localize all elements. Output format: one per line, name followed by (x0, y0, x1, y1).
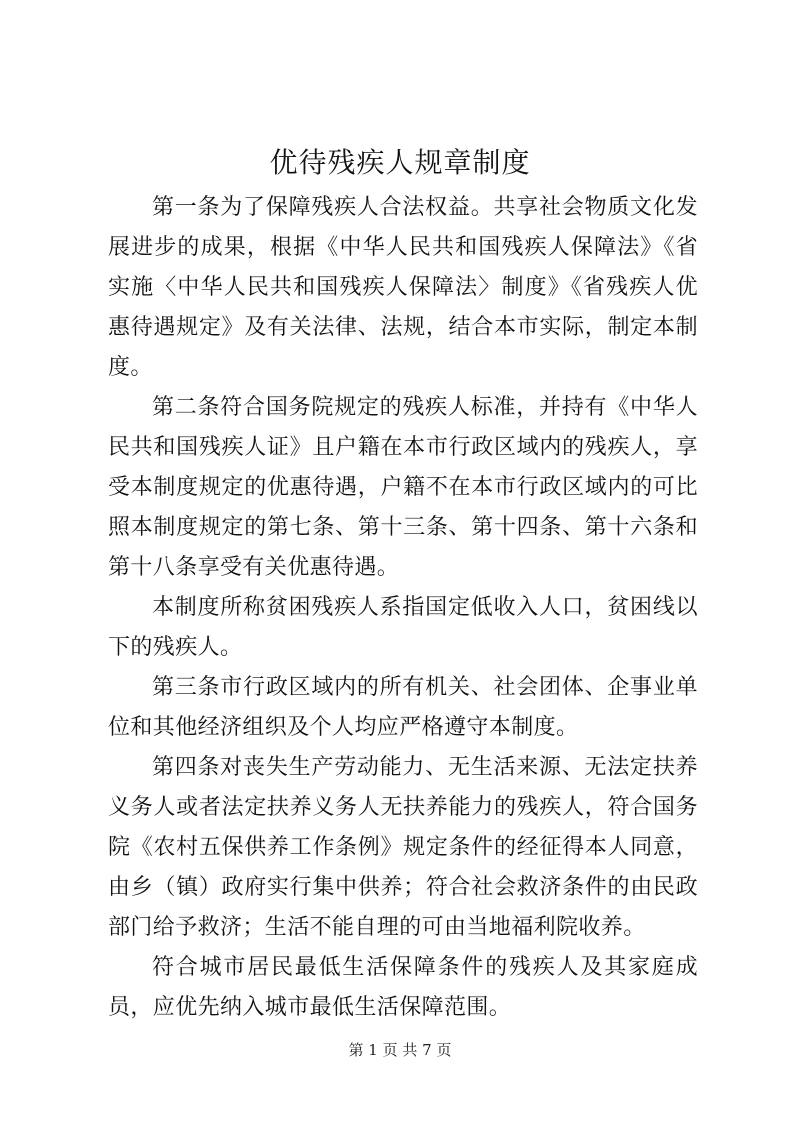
paragraph-article-1: 第一条为了保障残疾人合法权益。共享社会物质文化发展进步的成果，根据《中华人民共和国残疾人保障法》《省实施〈中华人民共和国残疾人保障法〉制度》《省残疾人优惠待遇规定》及有关法律、法规，结合本市实际，制定本制度。 (108, 195, 698, 380)
page-footer: 第 1 页 共 7 页 (348, 1041, 452, 1059)
paragraph-minimum-living-guarantee: 符合城市居民最低生活保障条件的残疾人及其家庭成员，应优先纳入城市最低生活保障范围。 (108, 955, 698, 1020)
paragraph-article-4: 第四条对丧失生产劳动能力、无生活来源、无法定扶养义务人或者法定扶养义务人无扶养能力的残疾人，符合国务院《农村五保供养工作条例》规定条件的经征得本人同意，由乡（镇）政府实行集中供养；符合社会救济条件的由民政部门给予救济；生活不能自理的可由当地福利院收养。 (108, 755, 698, 940)
paragraph-poverty-definition: 本制度所称贫困残疾人系指国定低收入人口，贫困线以下的残疾人。 (108, 595, 698, 660)
paragraph-article-3: 第三条市行政区域内的所有机关、社会团体、企事业单位和其他经济组织及个人均应严格遵守本制度。 (108, 675, 698, 740)
document-body (108, 188, 698, 1028)
paragraph-article-2: 第二条符合国务院规定的残疾人标准，并持有《中华人民共和国残疾人证》且户籍在本市行政区域内的残疾人，享受本制度规定的优惠待遇，户籍不在本市行政区域内的可比照本制度规定的第七条、第十三条、第十四条、第十六条和第十八条享受有关优惠待遇。 (108, 395, 698, 580)
document-title: 优待残疾人规章制度 (269, 146, 531, 179)
